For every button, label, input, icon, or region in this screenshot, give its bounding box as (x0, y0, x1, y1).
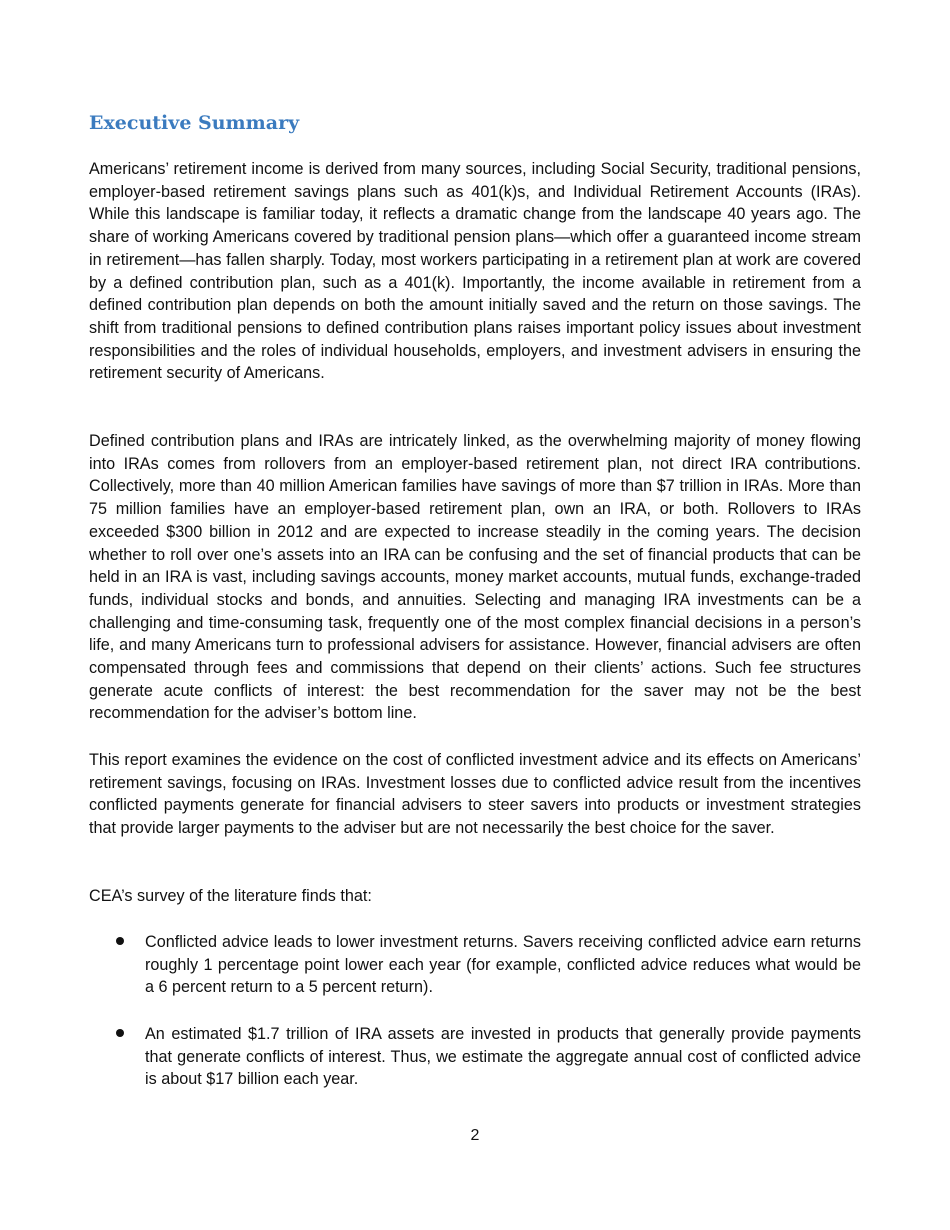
finding-text: Conflicted advice leads to lower investment returns. Savers receiving conflicted advice earn returns roughly 1 percentage point lower each year (for example, conflicted advice reduces what would be a 6 percent return to a 5 percent return). (145, 933, 861, 997)
section-heading: Executive Summary (89, 112, 300, 134)
paragraph-retirement-income: Americans’ retirement income is derived from many sources, including Social Security, traditional pensions, employer-based retirement savings plans such as 401(k)s, and Individual Retirement Accounts (IRAs). While this landscape is familiar today, it reflects a dramatic change from the landscape 40 years ago. The share of working Americans covered by traditional pension plans—which offer a guaranteed income stream in retirement—has fallen sharply. Today, most workers participating in a retirement plan at work are covered by a defined contribution plan, such as a 401(k). Importantly, the income available in retirement from a defined contribution plan depends on both the amount initially saved and the return on those savings. The shift from traditional pensions to defined contribution plans raises important policy issues about investment responsibilities and the roles of individual households, employers, and investment advisers in ensuring the retirement security of Americans. (89, 160, 861, 383)
paragraph-report-scope: This report examines the evidence on the cost of conflicted investment advice and its effects on Americans’ retirement savings, focusing on IRAs. Investment losses due to conflicted advice result from the incentives conflicted payments generate for financial advisers to steer savers into products or investment strategies that provide larger payments to the adviser but are not necessarily the best choice for the saver. (89, 751, 861, 838)
paragraph-survey-intro: CEA’s survey of the literature finds that: (89, 887, 372, 905)
paragraph-ira-rollovers: Defined contribution plans and IRAs are intricately linked, as the overwhelming majority of money flowing into IRAs comes from rollovers from an employer-based retirement plan, not direct IRA contributions. Collectively, more than 40 million American families have savings of more than $7 trillion in IRAs. More than 75 million families have an employer-based retirement plan, own an IRA, or both. Rollovers to IRAs exceeded $300 billion in 2012 and are expected to increase steadily in the coming years. The decision whether to roll over one’s assets into an IRA can be confusing and the set of financial products that can be held in an IRA is vast, including savings accounts, money market accounts, mutual funds, exchange-traded funds, individual stocks and bonds, and annuities. Selecting and managing IRA investments can be a challenging and time-consuming task, frequently one of the most complex financial decisions in a person’s life, and many Americans turn to professional advisers for assistance. However, financial advisers are often compensated through fees and commissions that depend on their clients’ actions. Such fee structures generate acute conflicts of interest: the best recommendation for the saver may not be the best recommendation for the adviser’s bottom line. (89, 432, 861, 723)
bullet-icon (116, 937, 124, 945)
finding-text: An estimated $1.7 trillion of IRA assets are invested in products that generally provide payments that generate conflicts of interest. Thus, we estimate the aggregate annual cost of conflicted advice is about $17 billion each year. (145, 1025, 861, 1089)
bullet-icon (116, 1029, 124, 1037)
page-number: 2 (470, 1127, 480, 1144)
